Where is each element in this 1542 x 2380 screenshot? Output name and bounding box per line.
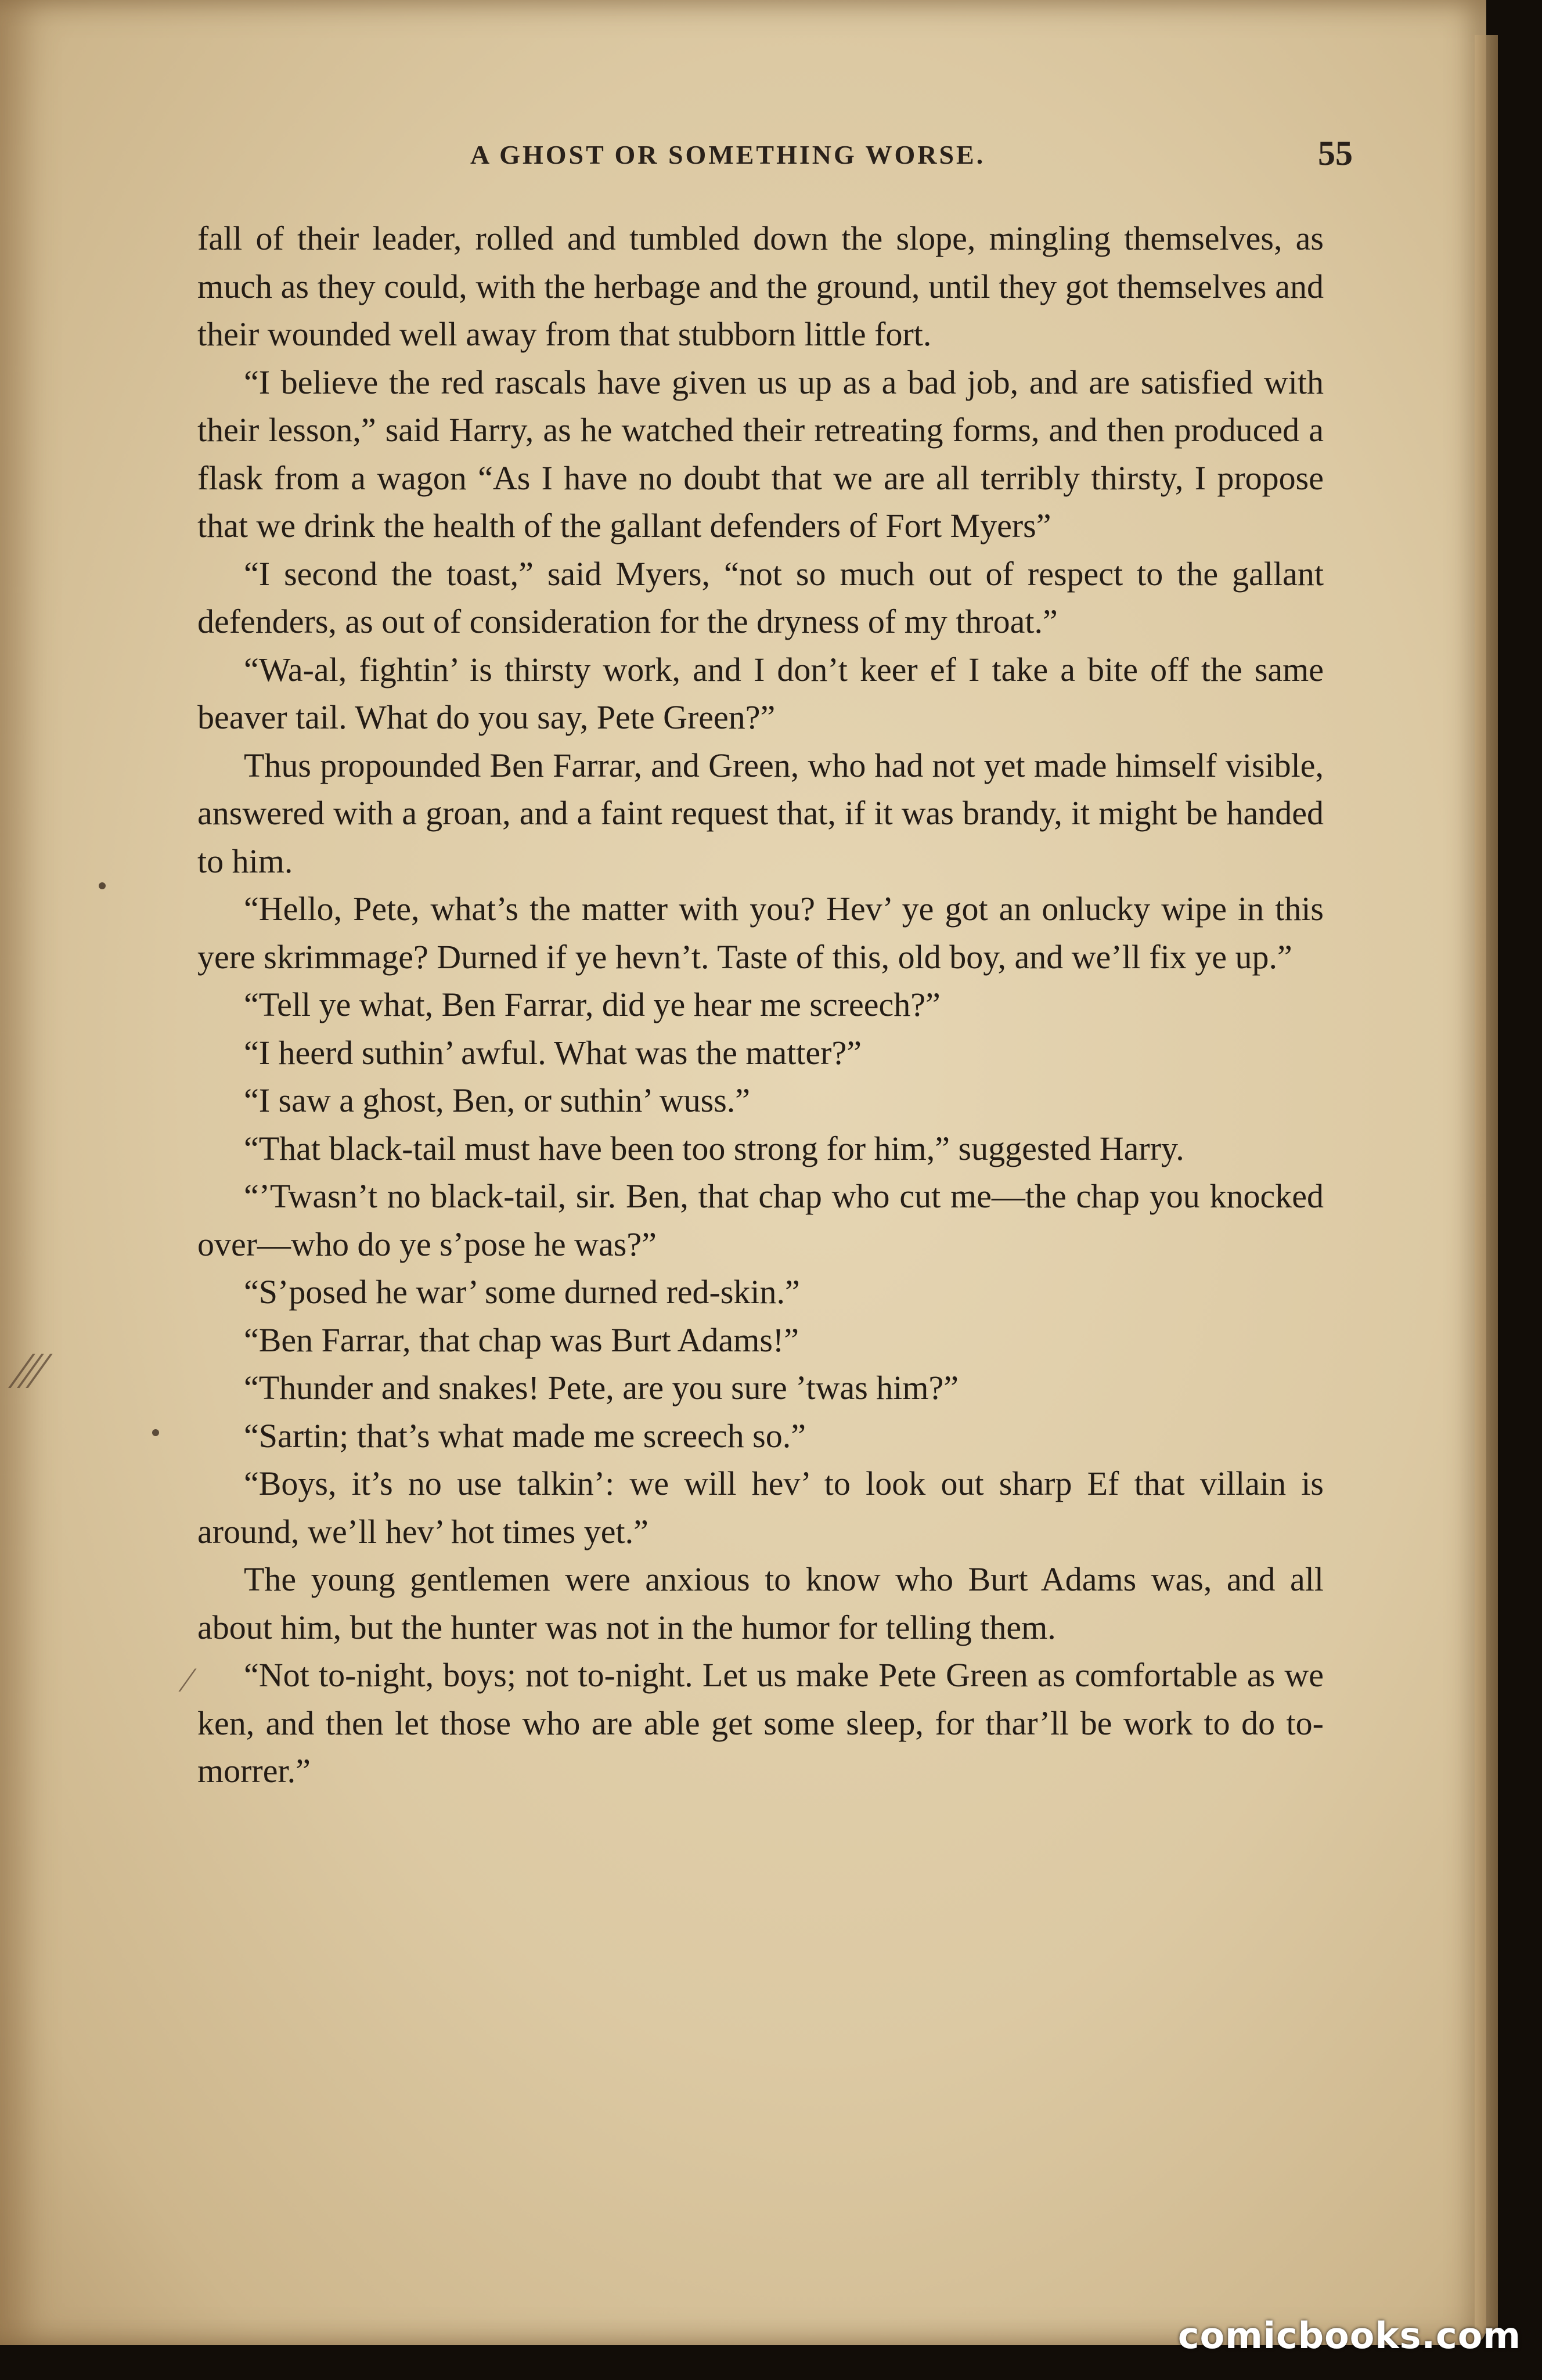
pencil-mark: ⁄⁄⁄ xyxy=(17,1342,44,1400)
paragraph-3: “I second the toast,” said Myers, “not so much out of respect to the gallant defenders, as out of consideration for the dryness of my throat.” xyxy=(197,554,1324,640)
paragraph-8: “I heerd suthin’ awful. What was the matter?” xyxy=(244,1033,862,1072)
paragraph-6: “Hello, Pete, what’s the matter with you? Hev’ ye got an onlucky wipe in this yere skrimmage? Durned if ye hevn’t. Taste of this, old boy, and we’ll fix ye up.” xyxy=(197,890,1324,976)
paragraph-14: “Thunder and snakes! Pete, are you sure ’twas him?” xyxy=(244,1369,959,1407)
page-header xyxy=(197,116,1353,180)
paragraph-11: “’Twasn’t no black-tail, sir. Ben, that chap who cut me—the chap you knocked over—who do ye s’pose he was?” xyxy=(197,1177,1324,1263)
pencil-tick: ⁄ xyxy=(185,1661,191,1699)
paragraph-2: “I believe the red rascals have given us up as a bad job, and are satisfied with their lesson,” said Harry, as he watched their retreating forms, and then produced a flask from a wagon “As I have no doubt that we are all terribly thirsty, I propose that we drink the health of the gallant defenders of Fort Myers” xyxy=(197,363,1324,544)
paragraph-7: “Tell ye what, Ben Farrar, did ye hear me screech?” xyxy=(244,986,941,1023)
paragraph-17: The young gentlemen were anxious to know who Burt Adams was, and all about him, but the hunter was not in the humor for telling them. xyxy=(197,1560,1324,1646)
page-number: 55 xyxy=(1318,134,1353,172)
margin-dot xyxy=(152,1429,159,1436)
paragraph-9: “I saw a ghost, Ben, or suthin’ wuss.” xyxy=(244,1081,751,1119)
paragraph-15: “Sartin; that’s what made me screech so.” xyxy=(244,1416,806,1455)
watermark-logo: comicbooks.com xyxy=(1177,2314,1521,2357)
page-edge xyxy=(1475,35,1498,2334)
running-head: A GHOST OR SOMETHING WORSE. xyxy=(470,140,986,170)
paragraph-12: “S’posed he war’ some durned red-skin.” xyxy=(244,1273,800,1311)
paragraph-10: “That black-tail must have been too strong for him,” suggested Harry. xyxy=(244,1129,1184,1167)
margin-dot xyxy=(99,882,106,889)
paragraph-4: “Wa-al, fightin’ is thirsty work, and I don’t keer ef I take a bite off the same beaver tail. What do you say, Pete Green?” xyxy=(197,650,1324,736)
body-text xyxy=(197,215,1324,1795)
paragraph-1: fall of their leader, rolled and tumbled down the slope, mingling themselves, as much as they could, with the herbage and the ground, until they got themselves and their wounded well away from that stubborn little fort. xyxy=(197,219,1324,353)
paragraph-13: “Ben Farrar, that chap was Burt Adams!” xyxy=(244,1321,799,1359)
paragraph-16: “Boys, it’s no use talkin’: we will hev’ to look out sharp Ef that villain is around, we’ll hev’ hot times yet.” xyxy=(197,1465,1324,1550)
paragraph-18: “Not to-night, boys; not to-night. Let us make Pete Green as comfortable as we ken, and then let those who are able get some sleep, for thar’ll be work to do to-morrer.” xyxy=(197,1656,1324,1790)
paragraph-5: Thus propounded Ben Farrar, and Green, who had not yet made himself visible, answered with a groan, and a faint request that, if it was brandy, it might be handed to him. xyxy=(197,746,1324,880)
